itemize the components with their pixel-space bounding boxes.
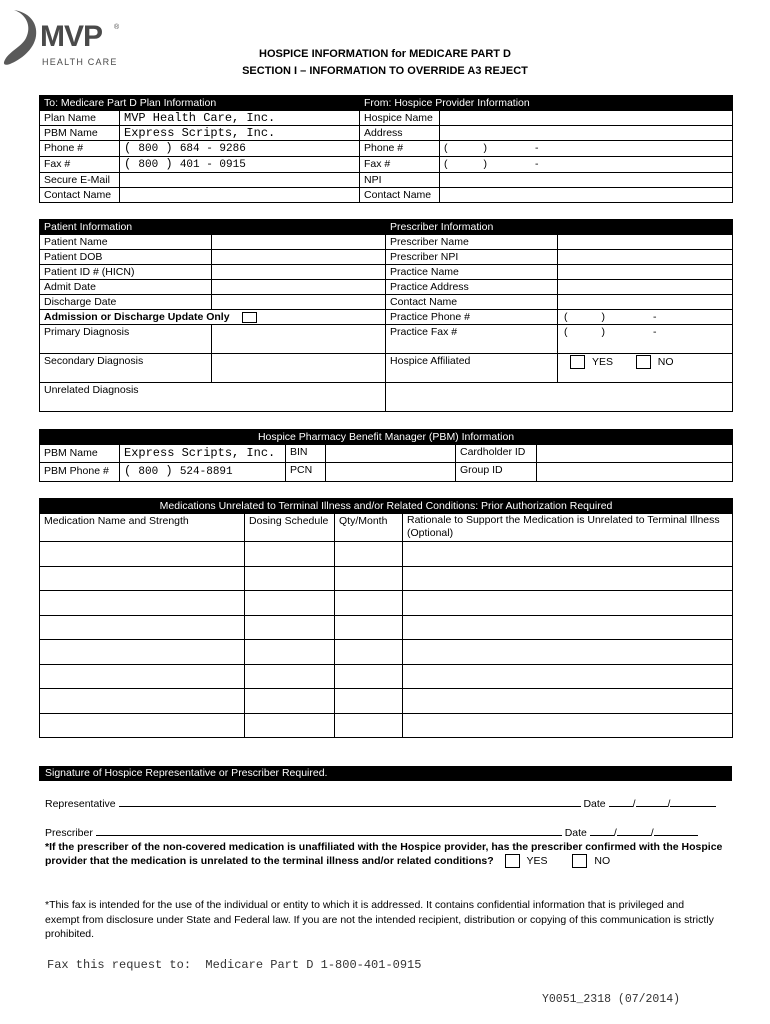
med-qty-cell[interactable] [335, 615, 403, 640]
prescriber-row: Prescriber Date / / [45, 826, 735, 839]
hospice-affiliated-field [558, 354, 733, 383]
bin-label: BIN [286, 445, 326, 463]
practice-contact-field[interactable] [558, 295, 733, 310]
pbm-name-label: PBM Name [40, 445, 120, 463]
table-row [40, 157, 733, 173]
affiliated-yes-label: YES [591, 356, 613, 368]
rep-date-day-field[interactable] [636, 797, 668, 807]
med-rationale-cell[interactable] [403, 566, 733, 591]
cardholder-label: Cardholder ID [456, 445, 537, 463]
patient-prescriber-table [39, 219, 733, 412]
prescriber-header: Prescriber Information [386, 220, 733, 235]
med-rationale-cell[interactable] [403, 591, 733, 616]
pres-date-day-field[interactable] [617, 826, 651, 836]
med-name-cell[interactable] [40, 566, 245, 591]
plan-phone-label: Phone # [40, 141, 120, 157]
table-row [40, 689, 733, 714]
med-rationale-cell[interactable] [403, 713, 733, 738]
table-row [40, 173, 733, 188]
patient-header: Patient Information [40, 220, 386, 235]
table-row [40, 664, 733, 689]
table-row [40, 325, 733, 354]
practice-name-label: Practice Name [386, 265, 558, 280]
med-dosing-cell[interactable] [245, 689, 335, 714]
plan-phone-field[interactable]: ( 800 ) 684 - 9286 [120, 141, 360, 157]
med-qty-cell[interactable] [335, 542, 403, 567]
pbm-phone-label: PBM Phone # [40, 463, 120, 482]
med-rationale-cell[interactable] [403, 615, 733, 640]
representative-row: Representative Date / / [45, 797, 735, 810]
table-row [40, 463, 733, 482]
med-dosing-cell[interactable] [245, 713, 335, 738]
secure-email-field[interactable] [120, 173, 360, 188]
med-rationale-cell[interactable] [403, 542, 733, 567]
pres-date-year-field[interactable] [654, 826, 698, 836]
plan-fax-field[interactable]: ( 800 ) 401 - 0915 [120, 157, 360, 173]
pres-date-month-field[interactable] [590, 826, 614, 836]
table-row [40, 514, 733, 542]
pbm-phone-field[interactable]: ( 800 ) 524-8891 [120, 463, 286, 482]
dosing-schedule-header: Dosing Schedule [245, 514, 335, 542]
pbm-name-field[interactable]: Express Scripts, Inc. [120, 126, 360, 141]
disclaimer-line1: *This fax is intended for the use of the individual or entity to which it is addressed. It contains confidential information that is privileged and [45, 899, 685, 911]
hospice-contact-label: Contact Name [360, 188, 440, 203]
med-name-cell[interactable] [40, 591, 245, 616]
hospice-contact-field[interactable] [440, 188, 733, 203]
unrelated-diagnosis-row [40, 383, 386, 412]
hospice-fax-label: Fax # [360, 157, 440, 173]
med-qty-cell[interactable] [335, 591, 403, 616]
prescriber-note-line1: *If the prescriber of the non-covered medication is unaffiliated with the Hospice provider, has the prescriber confirmed with the Hospice [45, 841, 723, 853]
table-row [40, 126, 733, 141]
group-label: Group ID [456, 463, 537, 482]
med-dosing-cell[interactable] [245, 615, 335, 640]
practice-phone-label: Practice Phone # [386, 310, 558, 325]
patient-dob-field[interactable] [212, 250, 386, 265]
discharge-date-label: Discharge Date [40, 295, 212, 310]
prescriber-signature-field[interactable] [96, 826, 562, 836]
practice-address-field[interactable] [558, 280, 733, 295]
pbm-name-field[interactable]: Express Scripts, Inc. [120, 445, 286, 463]
hospice-name-label: Hospice Name [360, 111, 440, 126]
logo-word: MVP [40, 20, 103, 53]
affiliated-no-label: NO [657, 356, 674, 368]
patient-id-label: Patient ID # (HICN) [40, 265, 212, 280]
table-row [40, 713, 733, 738]
table-row [40, 265, 733, 280]
table-row [40, 188, 733, 203]
prescriber-name-label: Prescriber Name [386, 235, 558, 250]
pbm-name-label: PBM Name [40, 126, 120, 141]
table-row [40, 615, 733, 640]
prescriber-note-line2-row [45, 854, 610, 868]
patient-id-field[interactable] [212, 265, 386, 280]
med-dosing-cell[interactable] [245, 640, 335, 665]
logo-subtitle: HEALTH CARE [42, 57, 118, 67]
med-name-cell[interactable] [40, 689, 245, 714]
table-row [40, 280, 733, 295]
npi-label: NPI [360, 173, 440, 188]
patient-dob-label: Patient DOB [40, 250, 212, 265]
confirm-yes-label: YES [526, 854, 548, 867]
hospice-affiliated-label: Hospice Affiliated [386, 354, 558, 383]
representative-signature-field[interactable] [119, 797, 581, 807]
med-name-cell[interactable] [40, 664, 245, 689]
cardholder-field[interactable] [537, 445, 733, 463]
table-row [40, 141, 733, 157]
med-rationale-cell[interactable] [403, 664, 733, 689]
representative-date-label: Date [583, 798, 606, 810]
med-name-cell[interactable] [40, 713, 245, 738]
unrelated-diagnosis-field[interactable] [386, 383, 733, 412]
prescriber-name-field[interactable] [558, 235, 733, 250]
med-qty-cell[interactable] [335, 566, 403, 591]
med-qty-cell[interactable] [335, 640, 403, 665]
hospice-phone-field[interactable]: ( ) - [440, 141, 733, 157]
primary-diagnosis-label: Primary Diagnosis [40, 325, 212, 354]
admit-date-field[interactable] [212, 280, 386, 295]
plan-name-label: Plan Name [40, 111, 120, 126]
plan-contact-label: Contact Name [40, 188, 120, 203]
admit-date-label: Admit Date [40, 280, 212, 295]
patient-name-label: Patient Name [40, 235, 212, 250]
fax-instruction: Fax this request to: Medicare Part D 1-800-401-0915 [47, 958, 422, 972]
confirm-yes-checkbox[interactable] [505, 854, 520, 868]
med-name-cell[interactable] [40, 542, 245, 567]
unrelated-diagnosis-label: Unrelated Diagnosis [44, 384, 139, 396]
practice-phone-field[interactable]: ( ) - [558, 310, 733, 325]
confirm-no-checkbox[interactable] [572, 854, 587, 868]
qty-month-header: Qty/Month [335, 514, 403, 542]
med-qty-cell[interactable] [335, 713, 403, 738]
table-row [40, 566, 733, 591]
table-row [40, 445, 733, 463]
hospice-name-field[interactable] [440, 111, 733, 126]
plan-hospice-table [39, 95, 733, 203]
confirm-no-label: NO [594, 854, 611, 867]
practice-name-field[interactable] [558, 265, 733, 280]
address-label: Address [360, 126, 440, 141]
hospice-fax-field[interactable]: ( ) - [440, 157, 733, 173]
prescriber-npi-field[interactable] [558, 250, 733, 265]
form-title-line1: HOSPICE INFORMATION for MEDICARE PART D [259, 48, 511, 60]
patient-name-field[interactable] [212, 235, 386, 250]
practice-fax-field[interactable]: ( ) - [558, 325, 733, 354]
disclaimer-line2: exempt from disclosure under State and Federal law. If you are not the intended recipient, distribution or copying of this communication is strictly [45, 913, 714, 926]
prescriber-note-line2: provider that the medication is unrelated to the terminal illness and/or related conditions? [45, 854, 494, 867]
rep-date-month-field[interactable] [609, 797, 633, 807]
pcn-label: PCN [286, 463, 326, 482]
disclaimer-line3: prohibited. [45, 928, 95, 940]
table-row [40, 250, 733, 265]
table-row [40, 383, 733, 412]
med-qty-cell[interactable] [335, 689, 403, 714]
plan-name-field[interactable]: MVP Health Care, Inc. [120, 111, 360, 126]
pcn-field[interactable] [326, 463, 456, 482]
rationale-header: Rationale to Support the Medication is Unrelated to Terminal Illness (Optional) [403, 514, 733, 542]
plan-header: To: Medicare Part D Plan Information [40, 96, 360, 111]
affiliated-no-checkbox[interactable] [636, 355, 651, 369]
table-row [40, 354, 733, 383]
pbm-header: Hospice Pharmacy Benefit Manager (PBM) Information [40, 430, 733, 445]
update-only-checkbox[interactable] [242, 312, 257, 323]
med-qty-cell[interactable] [335, 664, 403, 689]
medications-table [39, 498, 733, 738]
table-row [40, 295, 733, 310]
primary-diagnosis-field[interactable] [212, 325, 386, 354]
update-only-label: Admission or Discharge Update Only [44, 311, 230, 323]
affiliated-yes-checkbox[interactable] [570, 355, 585, 369]
secondary-diagnosis-field[interactable] [212, 354, 386, 383]
hospice-header: From: Hospice Provider Information [360, 96, 733, 111]
table-row [40, 542, 733, 567]
table-row [40, 640, 733, 665]
prescriber-date-label: Date [564, 827, 587, 839]
med-dosing-cell[interactable] [245, 591, 335, 616]
plan-contact-field[interactable] [120, 188, 360, 203]
med-name-cell[interactable] [40, 615, 245, 640]
plan-fax-label: Fax # [40, 157, 120, 173]
discharge-date-field[interactable] [212, 295, 386, 310]
form-title-line2: SECTION I – INFORMATION TO OVERRIDE A3 REJECT [242, 65, 528, 77]
med-name-cell[interactable] [40, 640, 245, 665]
practice-fax-label: Practice Fax # [386, 325, 558, 354]
address-field[interactable] [440, 126, 733, 141]
practice-address-label: Practice Address [386, 280, 558, 295]
medications-header: Medications Unrelated to Terminal Illness and/or Related Conditions: Prior Authorization Required [40, 499, 733, 514]
representative-label: Representative [45, 798, 116, 810]
signature-header: Signature of Hospice Representative or Prescriber Required. [39, 766, 732, 781]
med-rationale-cell[interactable] [403, 689, 733, 714]
rep-date-year-field[interactable] [670, 797, 716, 807]
practice-contact-label: Contact Name [386, 295, 558, 310]
form-id: Y0051_2318 (07/2014) [542, 993, 681, 1006]
table-row [40, 111, 733, 126]
pbm-table [39, 429, 733, 482]
med-dosing-cell[interactable] [245, 664, 335, 689]
med-dosing-cell[interactable] [245, 566, 335, 591]
bin-field[interactable] [326, 445, 456, 463]
hospice-phone-label: Phone # [360, 141, 440, 157]
logo-registered: ® [114, 24, 120, 31]
secure-email-label: Secure E-Mail [40, 173, 120, 188]
prescriber-npi-label: Prescriber NPI [386, 250, 558, 265]
table-row [40, 310, 733, 325]
med-dosing-cell[interactable] [245, 542, 335, 567]
disclaimer [45, 898, 735, 942]
med-rationale-cell[interactable] [403, 640, 733, 665]
group-field[interactable] [537, 463, 733, 482]
table-row [40, 235, 733, 250]
prescriber-label: Prescriber [45, 827, 93, 839]
table-row [40, 591, 733, 616]
update-only-row [40, 310, 386, 325]
npi-field[interactable] [440, 173, 733, 188]
secondary-diagnosis-label: Secondary Diagnosis [40, 354, 212, 383]
medication-name-header: Medication Name and Strength [40, 514, 245, 542]
